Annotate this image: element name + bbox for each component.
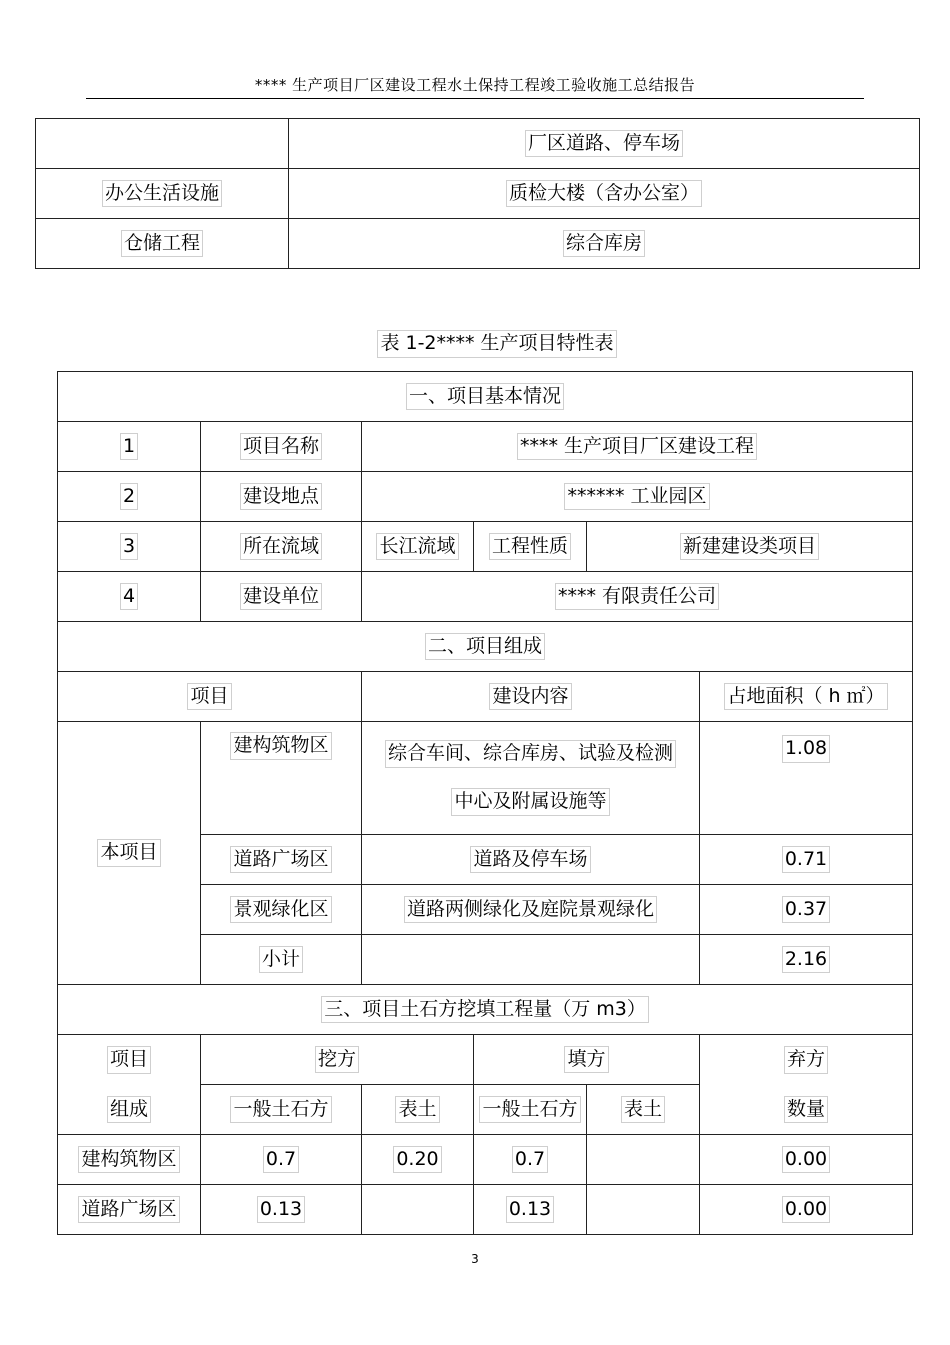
zone-area: 0.37 xyxy=(700,885,913,935)
section-title-row xyxy=(58,372,913,422)
table-row xyxy=(36,169,920,219)
zone-name: 道路广场区 xyxy=(201,835,362,885)
header-rule xyxy=(86,98,864,99)
zone-name: 小计 xyxy=(201,935,362,985)
field-value: **** 有限责任公司 xyxy=(362,572,913,622)
table-header-row xyxy=(58,1035,913,1085)
field-value: 长江流域 xyxy=(362,522,474,572)
project-characteristics-table xyxy=(57,371,913,1235)
row-number: 1 xyxy=(58,422,201,472)
table-cell xyxy=(289,119,920,169)
zone-name: 建构筑物区 xyxy=(58,1135,201,1185)
spoil-amount: 0.00 xyxy=(700,1135,913,1185)
table-row xyxy=(36,119,920,169)
column-header: 一般土石方 xyxy=(474,1085,587,1135)
table-cell xyxy=(289,169,920,219)
facility-value: 综合库房 xyxy=(563,230,645,258)
zone-area: 0.71 xyxy=(700,835,913,885)
column-header: 挖方 xyxy=(201,1035,474,1085)
cut-general: 0.7 xyxy=(201,1135,362,1185)
table-row xyxy=(58,1185,913,1235)
field-label: 建设地点 xyxy=(201,472,362,522)
field-label: 所在流域 xyxy=(201,522,362,572)
fill-general: 0.7 xyxy=(474,1135,587,1185)
section-title-row xyxy=(58,622,913,672)
column-header: 占地面积（ h ㎡） xyxy=(700,672,913,722)
zone-name: 景观绿化区 xyxy=(201,885,362,935)
table-row xyxy=(58,722,913,835)
table-cell xyxy=(36,219,289,269)
row-number: 4 xyxy=(58,572,201,622)
table-row xyxy=(36,219,920,269)
field-value: ****** 工业园区 xyxy=(362,472,913,522)
page-number: 3 xyxy=(471,1252,479,1266)
zone-content: 道路两侧绿化及庭院景观绿化 xyxy=(362,885,700,935)
column-header: 项目 组成 xyxy=(58,1035,201,1135)
field-label: 建设单位 xyxy=(201,572,362,622)
section-title: 三、项目土石方挖填工程量（万 m3） xyxy=(58,985,913,1035)
section-title: 一、项目基本情况 xyxy=(58,372,913,422)
cut-general: 0.13 xyxy=(201,1185,362,1235)
zone-name: 建构筑物区 xyxy=(201,722,362,835)
table-row xyxy=(58,1135,913,1185)
fill-topsoil xyxy=(587,1185,700,1235)
field-label: 工程性质 xyxy=(474,522,587,572)
column-header: 项目 xyxy=(58,672,362,722)
zone-area: 2.16 xyxy=(700,935,913,985)
table-cell xyxy=(36,169,289,219)
column-header: 表土 xyxy=(362,1085,474,1135)
table-row xyxy=(58,472,913,522)
row-number: 2 xyxy=(58,472,201,522)
facility-table xyxy=(35,118,920,269)
cut-topsoil xyxy=(362,1185,474,1235)
facility-value: 厂区道路、停车场 xyxy=(525,130,683,158)
zone-content: 综合车间、综合库房、试验及检测 中心及附属设施等 xyxy=(362,722,700,835)
facility-category: 办公生活设施 xyxy=(102,180,222,208)
facility-value: 质检大楼（含办公室） xyxy=(506,180,702,208)
table-cell xyxy=(36,119,289,169)
table-row xyxy=(58,522,913,572)
row-number: 3 xyxy=(58,522,201,572)
cut-topsoil: 0.20 xyxy=(362,1135,474,1185)
zone-content: 道路及停车场 xyxy=(362,835,700,885)
section-title: 二、项目组成 xyxy=(58,622,913,672)
fill-general: 0.13 xyxy=(474,1185,587,1235)
table-header-row xyxy=(58,672,913,722)
table-row xyxy=(58,422,913,472)
column-header: 弃方 数量 xyxy=(700,1035,913,1135)
field-label: 项目名称 xyxy=(201,422,362,472)
column-header: 填方 xyxy=(474,1035,700,1085)
field-value: **** 生产项目厂区建设工程 xyxy=(362,422,913,472)
report-header-title: **** 生产项目厂区建设工程水土保持工程竣工验收施工总结报告 xyxy=(254,76,696,94)
column-header: 一般土石方 xyxy=(201,1085,362,1135)
column-header: 建设内容 xyxy=(362,672,700,722)
spoil-amount: 0.00 xyxy=(700,1185,913,1235)
table-row xyxy=(58,572,913,622)
zone-content xyxy=(362,935,700,985)
column-header: 表土 xyxy=(587,1085,700,1135)
fill-topsoil xyxy=(587,1135,700,1185)
group-label: 本项目 xyxy=(58,722,201,985)
zone-area: 1.08 xyxy=(700,722,913,835)
table-cell xyxy=(289,219,920,269)
field-value: 新建建设类项目 xyxy=(587,522,913,572)
zone-name: 道路广场区 xyxy=(58,1185,201,1235)
table-caption: 表 1-2**** 生产项目特性表 xyxy=(0,330,950,358)
section-title-row xyxy=(58,985,913,1035)
facility-category: 仓储工程 xyxy=(121,230,203,258)
